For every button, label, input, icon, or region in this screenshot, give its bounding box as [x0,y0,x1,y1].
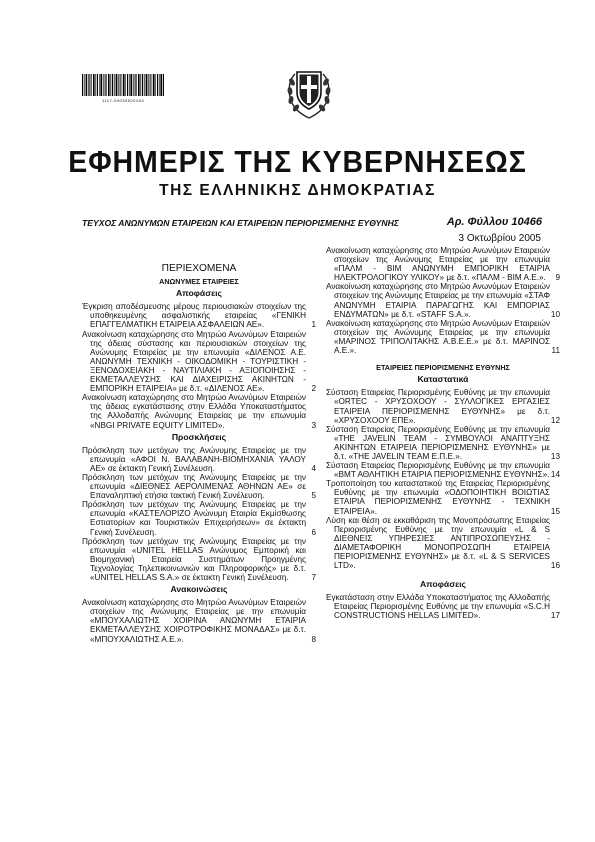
toc-entry: Εγκατάσταση στην Ελλάδα Υποκαταστήματος της Αλλοδαπής Εταιρείας Περιορισμένης Ευθύνης με την επωνυμία «S.C.H CONSTRUCTIONS HELLAS LIMITED». 17 [326,593,560,621]
toc-entry: Πρόσκληση των μετόχων της Ανώνυμης Εταιρείας με την επωνυμία «ΔΙΕΘΝΕΣ ΑΕΡΟΛΙΜΕΝΑΣ ΑΘΗΝΩΝ ΑΕ» σε Επαναληπτική ετήσια τακτική Γενική Συνέλευση. 5 [82,472,316,501]
page-number: 7 [311,573,316,582]
section-heading-ae: ΑΝΩΝΥΜΕΣ ΕΤΑΙΡΕΙΕΣ [159,277,239,287]
subheading-apofaseis-epe: Αποφάσεις [419,579,467,590]
toc-right-column [326,246,560,621]
page-number: 15 [550,506,560,516]
issue-type: ΤΕΥΧΟΣ ΑΝΩΝΥΜΩΝ ΕΤΑΙΡΕΙΩΝ ΚΑΙ ΕΤΑΙΡΕΙΩΝ ΠΕΡΙΟΡΙΣΜΕΝΗΣ ΕΥΘΥΝΗΣ [82,218,399,228]
toc-entry: Πρόσκληση των μετόχων της Ανώνυμης Εταιρείας με την επωνυμία «ΑΦΟΙ Ν. ΒΑΛΑΒΑΝΗ-ΒΙΟΜΗΧΑΝΙΑ ΥΑΛΟΥ ΑΕ» σε έκτακτη Γενική Συνέλευση. 4 [82,445,316,473]
page-number: 8 [311,634,316,644]
page-number: 1 [311,320,316,330]
page-number: 12 [550,415,560,425]
barcode-number: 1117-00039520163 [101,98,145,103]
sheet-number: Αρ. Φύλλου 10466 [446,216,542,228]
section-heading-epe: ΕΤΑΙΡΕΙΕΣ ΠΕΡΙΟΡΙΣΜΕΝΗΣ ΕΥΘΥΝΗΣ [376,363,510,373]
issue-date: 3 Οκτωβρίου 2005 [458,233,541,244]
page-number: 17 [550,611,560,621]
toc-entry: Ανακοίνωση καταχώρησης στο Μητρώο Ανωνύμων Εταιρειών στοιχείων της Ανώνυμης Εταιρείας με την επωνυμία «ΠΑΛΜ - ΒΙΜ ΑΝΩΝΥΜΗ ΕΜΠΟΡΙΚΗ ΕΤΑΙΡΙΑ ΗΛΕΚΤΡΟΛΟΓΙΚΟΥ ΥΛΙΚΟΥ» με δ.τ. «ΠΑΛΜ - ΒΙΜ Α.Ε.». 9 [326,246,560,283]
page-number: 16 [550,561,560,571]
subheading-apofaseis: Αποφάσεις [175,288,223,299]
toc-title: ΠΕΡΙΕΧΟΜΕΝΑ [161,263,237,274]
page-number: 3 [311,420,316,430]
toc-entry: Λύση και θέση σε εκκαθάριση της Μονοπρόσωπης Εταιρείας Περιορισμένης Ευθύνης με την επωνυμία «L & S ΔΙΕΘΝΕΙΣ ΥΠΗΡΕΣΙΕΣ ΑΝΤΙΠΡΟΣΩΠΕΥΣΗΣ - ΔΙΑΜΕΤΑΦΟΡΙΚΗ ΜΟΝΟΠΡΟΣΩΠΗ ΕΤΑΙΡΕΙΑ ΠΕΡΙΟΡΙΣΜΕΝΗΣ ΕΥΘΥΝΗΣ» με δ.τ. «L & S SERVICES LTD». 16 [326,515,560,571]
subheading-anakoinoseis: Ανακοινώσεις [170,584,228,595]
page-number: 2 [311,384,316,394]
toc-entry: Έγκριση αποδέσμευσης μέρους περιουσιακών στοιχείων της υποθηκευμένης ασφαλιστικής εταιρείας «ΓΕΝΙΚΗ ΕΠΑΓΓΕΛΜΑΤΙΚΗ ΕΤΑΙΡΕΙΑ ΑΣΦΑΛΕΙΩΝ ΑΕ». 1 [82,302,316,330]
gazette-title: ΕΦΗΜΕΡΙΣ ΤΗΣ ΚΥΒΕΡΝΗΣΕΩΣ [68,144,527,179]
page-number: 5 [311,491,316,501]
greek-coat-of-arms-emblem [283,60,335,122]
subheading-katastatika: Καταστατικά [417,374,469,385]
page-number: 4 [311,463,316,473]
toc-left-column [82,262,316,644]
gazette-subtitle: ΤΗΣ ΕΛΛΗΝΙΚΗΣ ΔΗΜΟΚΡΑΤΙΑΣ [159,182,436,199]
page-number: 13 [550,451,560,461]
page-number: 10 [550,309,560,319]
page-number: 14 [550,470,560,480]
toc-entry: Ανακοίνωση καταχώρησης στο Μητρώο Ανωνύμων Εταιρειών στοιχείων της Ανώνυμης Εταιρείας με την επωνυμία «ΣΤΑΦ ΑΝΩΝΥΜΗ ΕΤΑΙΡΙΑ ΠΑΡΑΓΩΓΗΣ ΚΑΙ ΕΜΠΟΡΙΑΣ ΕΝΔΥΜΑΤΩΝ» με δ.τ. «STAFF S.A.». 10 [326,282,560,319]
toc-entry: Πρόσκληση των μετόχων της Ανώνυμης Εταιρείας με την επωνυμία «UNITEL HELLAS Ανώνυμος Εμπορική και Βιομηχανική Εταιρεία Συστημάτων Προηγμένης Τεχνολογίας Τηλεπικοινωνιών και Πληροφορικής» με δ.τ. «UNITEL HELLAS S.A.» σε έκτακτη Γενική Συνέλευση. 7 [82,536,316,582]
toc-entry: Σύσταση Εταιρείας Περιορισμένης Ευθύνης με την επωνυμία «THE JAVELIN TEAM - ΣΥΜΒΟΥΛΟΙ ΑΝΑΠΤΥΞΗΣ ΑΚΙΝΗΤΩΝ ΕΤΑΙΡΕΙΑ ΠΕΡΙΟΡΙΣΜΕΝΗΣ ΕΥΘΥΝΗΣ» με δ.τ. «THE JAVELIN TEAM Ε.Π.Ε.». 13 [326,424,560,461]
barcode-image [82,74,164,96]
toc-entry: Ανακοίνωση καταχώρησης στο Μητρώο Ανωνύμων Εταιρειών της άδειας εγκατάστασης στην Ελλάδα Υποκαταστήματος της Αλλοδαπής Ανώνυμης Εταιρείας με την επωνυμία «NBGI PRIVATE EQUITY LIMITED». 3 [82,393,316,430]
page-number: 11 [551,346,560,356]
toc-entry: Σύσταση Εταιρείας Περιορισμένης Ευθύνης με την επωνυμία «ΒΜΤ ΑΘΛΗΤΙΚΗ ΕΤΑΙΡΙΑ ΠΕΡΙΟΡΙΣΜΕΝΗΣ ΕΥΘΥΝΗΣ». 14 [326,461,560,480]
toc-entry: Ανακοίνωση καταχώρησης στο Μητρώο Ανωνύμων Εταιρειών στοιχείων της Ανώνυμης Εταιρείας με την επωνυμία «ΜΑΡΙΝΟΣ ΤΡΙΠΟΛΙΤΑΚΗΣ Α.Β.Ε.Ε.» με δ.τ. ΜΑΡΙΝΟΣ Α.Ε.». 11 [326,318,560,356]
toc-entry: Σύσταση Εταιρείας Περιορισμένης Ευθύνης με την επωνυμία «ORTEC - ΧΡΥΣΟΧΟΟΥ - ΣΥΛΛΟΓΙΚΕΣ ΕΡΓΑΣΙΕΣ ΕΤΑΙΡΕΙΑ ΠΕΡΙΟΡΙΣΜΕΝΗΣ ΕΥΘΥΝΗΣ» με δ.τ. «ΧΡΥΣΟΧΟΟΥ ΕΠΕ». 12 [326,388,560,425]
subheading-proskliseis: Προσκλήσεις [171,431,227,442]
page-number: 6 [311,527,316,537]
toc-entry: Ανακοίνωση καταχώρησης στο Μητρώο Ανωνύμων Εταιρειών της άδειας σύστασης και περιουσιακών στοιχείων της Ανώνυμης Εταιρείας με την επωνυμία «ΔΙΛΕΝΟΣ Α.Ε. ΑΝΩΝΥΜΗ ΤΕΧΝΙΚΗ - ΟΙΚΟΔΟΜΙΚΗ - ΤΟΥΡΙΣΤΙΚΗ - ΞΕΝΟΔΟΧΕΙΑΚΗ - ΝΑΥΤΙΛΙΑΚΗ - ΑΞΙΟΠΟΙΗΣΗΣ - ΕΚΜΕΤΑΛΛΕΥΣΗΣ ΚΑΙ ΔΙΑΧΕΙΡΙΣΗΣ ΑΚΙΝΗΤΩΝ - ΕΜΠΟΡΙΚΗ ΕΤΑΙΡΕΙΑ» με δ.τ. «ΔΙΛΕΝΟΣ ΑΕ». 2 [82,329,316,394]
issue-line [82,218,542,228]
toc-entry: Ανακοίνωση καταχώρησης στο Μητρώο Ανωνύμων Εταιρειών στοιχείων της Ανώνυμης Εταιρείας με την επωνυμία «ΜΠΟΥΧΑΛΙΩΤΗΣ ΧΟΙΡΙΝΑ ΑΝΩΝΥΜΗ ΕΤΑΙΡΙΑ ΕΚΜΕΤΑΛΛΕΥΣΗΣ ΧΟΙΡΟΤΡΟΦΙΚΗΣ ΜΟΝΑΔΑΣ» με δ.τ. «ΜΠΟΥΧΑΛΙΩΤΗΣ Α.Ε.». 8 [82,598,316,644]
page-number: 9 [555,273,560,283]
toc-entry: Τροποποίηση του καταστατικού της Εταιρείας Περιορισμένης Ευθύνης με την επωνυμία «ΟΔΟΠΟΙΗΤΙΚΗ ΒΟΙΩΤΙΑΣ ΕΤΑΙΡΙΑ ΠΕΡΙΟΡΙΣΜΕΝΗΣ ΕΥΘΥΝΗΣ - ΤΕΧΝΙΚΗ ΕΤΑΙΡΕΙΑ». 15 [326,479,560,516]
toc-entry: Πρόσκληση των μετόχων της Ανώνυμης Εταιρείας με την επωνυμία «ΚΑΣΤΕΛΟΡΙΖΟ Ανώνυμη Εταιρία Εκμίσθωσης Εστιατορίων και Τουριστικών Επιχειρήσεων» σε έκτακτη Γενική Συνέλευση. 6 [82,500,316,537]
